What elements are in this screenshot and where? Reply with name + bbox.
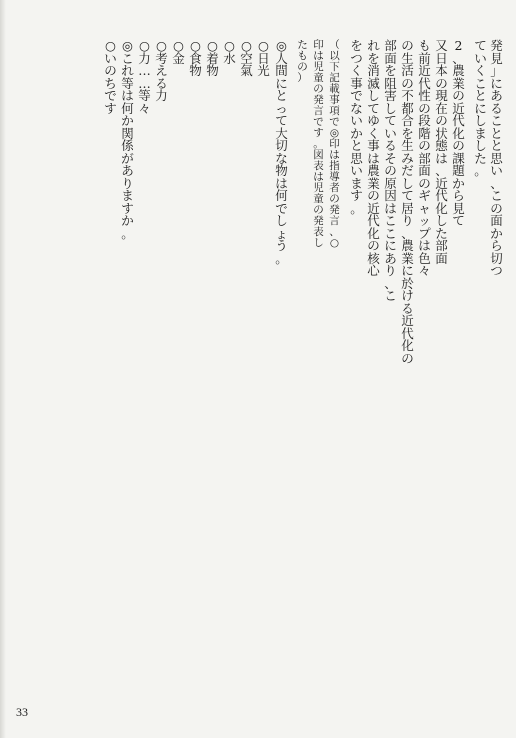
text-column: 2 、 農 業 の 近 代 化 の 課 題 か ら 見 て [452, 38, 465, 228]
text-column: 印 は 児 童 の 発 言 で す 。 図 表 は 児 童 の 発 表 し [313, 39, 324, 249]
scan-edge [0, 0, 6, 738]
text-column: ○ い の ち で す [104, 38, 117, 116]
text-column: （ 以 下 記 載 事 項 で ◎ 印 は 指 導 者 の 発 言 、 ○ [329, 39, 340, 249]
text-column: ○ 食 物 [189, 38, 202, 78]
text-column: 発 見 」 に あ る こ と と 思 い 、 こ の 面 か ら 切 つ [490, 38, 503, 278]
text-column: た も の ） [297, 39, 308, 84]
text-column: を つ く 事 で な い か と 思 い ま す 。 [350, 38, 363, 216]
page-number: 33 [16, 705, 28, 719]
text-column: も 前 近 代 性 の 段 階 の 部 面 の ギ ャ ッ プ は 色 々 [418, 38, 431, 278]
text-column: ◎ 人 間 に と っ て 大 切 な 物 は 何 で し ょ う 。 [275, 38, 288, 266]
text-column: ◎ こ れ 等 は 何 か 関 係 が あ り ま す か 。 [121, 38, 134, 241]
text-column: の 生 活 の 不 都 合 を 生 み だ し て 居 り 、 農 業 に 於 け る 近 代 化 の [401, 38, 414, 366]
text-column: ○ 水 [223, 38, 236, 66]
text-column: ○ 金 [172, 38, 185, 66]
text-column: ○ 日 光 [257, 38, 270, 78]
text-column: て い く こ と に し ま し た 。 [474, 38, 487, 178]
text-column: ○ 考 え る 力 [155, 38, 168, 103]
text-column: 又 日 本 の 現 在 の 状 態 は 、 近 代 化 し た 部 面 [435, 38, 448, 266]
text-column: 部 面 を 阻 害 し て い る そ の 原 因 は こ こ に あ り 、 こ [384, 38, 397, 303]
text-column: ○ 空 氣 [240, 38, 253, 78]
text-column: ○ 着 物 [206, 38, 219, 78]
text-column: ○ 力 … … 等 々 [138, 38, 151, 116]
text-column: れ を 消 滅 し て ゆ く 事 は 農 業 の 近 代 化 の 核 心 [367, 38, 380, 278]
